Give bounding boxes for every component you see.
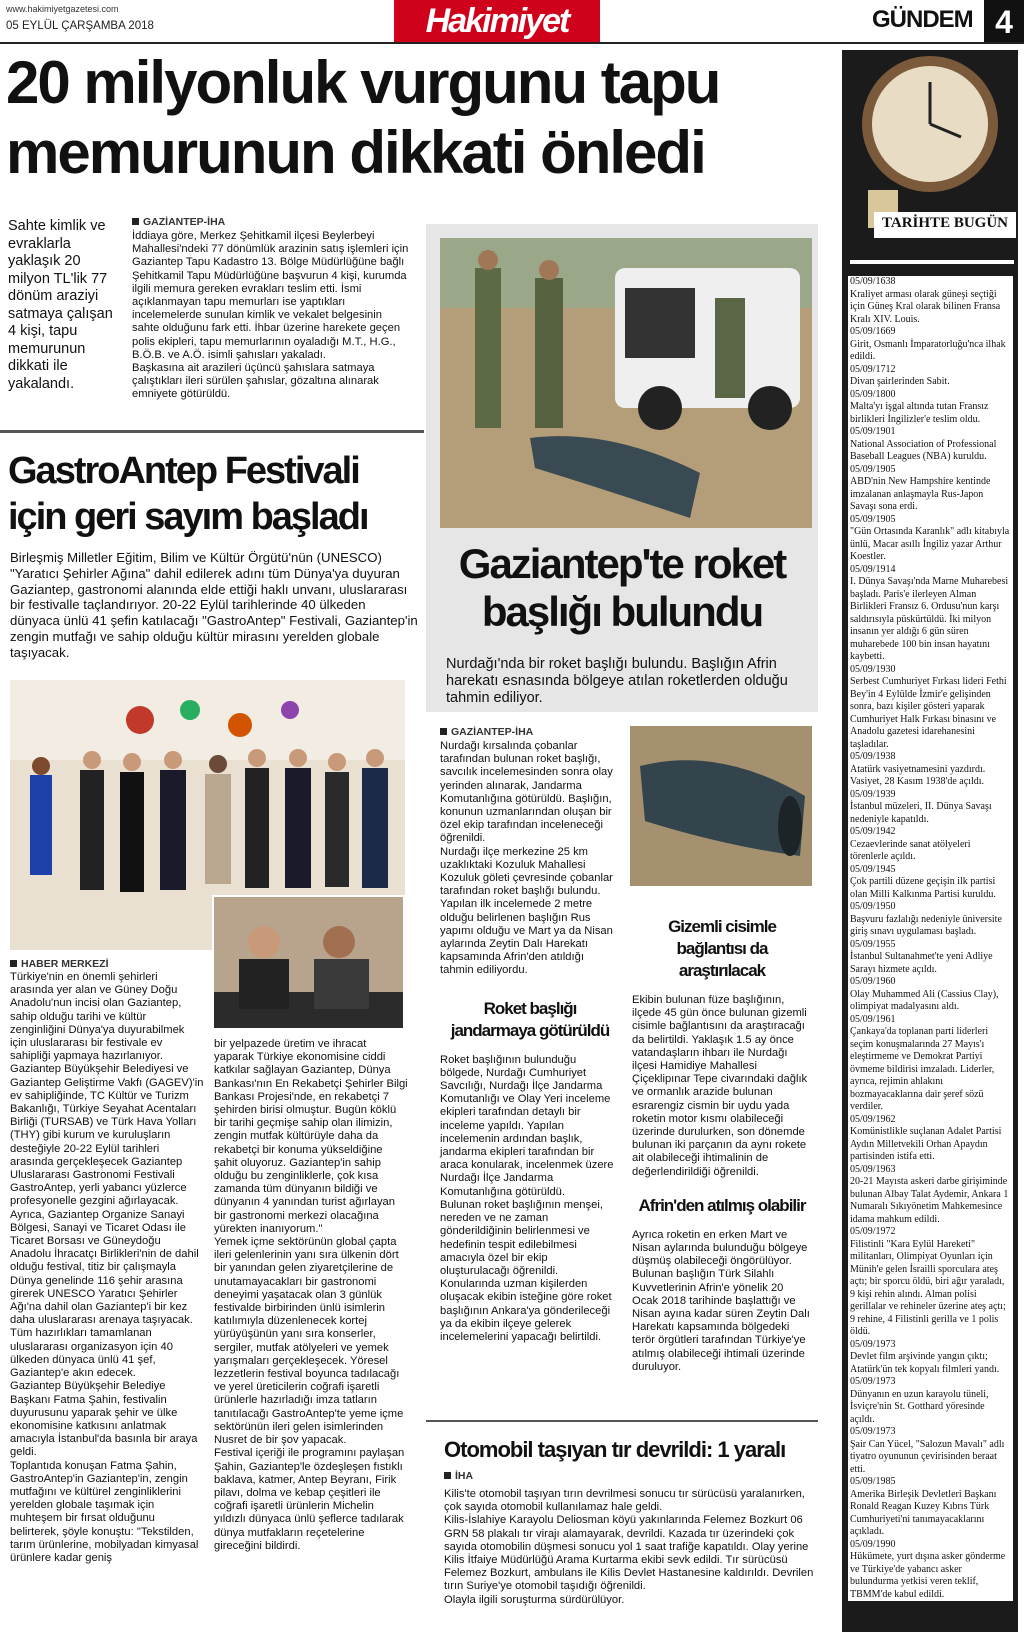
tapu-source: GAZİANTEP-İHA — [132, 216, 412, 228]
tir-paragraph: Kilis'te otomobil taşıyan tırın devrilmesi sonucu tır sürücüsü yaralanırken, çok sayıda otomobil kullanılamaz hale geldi. — [444, 1488, 805, 1514]
tapu-headline-line2: memurunun dikkati önledi — [6, 119, 705, 186]
history-entry-text: Malta'yı işgal altında tutan Fransız birlikleri İngilizler'e teslim oldu. — [850, 401, 989, 425]
roket-detail-photo — [630, 726, 812, 886]
history-entry-date: 05/09/1963 — [850, 1163, 896, 1175]
tapu-paragraph: Başkasına ait arazileri üçüncü şahıslara satmaya çalıştıkları ileri sürülen şahıslar, gözaltına alınarak emniyete götürüldü. — [132, 362, 379, 401]
section-name: GÜNDEM — [872, 6, 973, 33]
history-entry-text: Çok partili düzene geçişin ilk partisi olan Milli Kalkınma Partisi kuruldu. — [850, 876, 996, 900]
history-entry-text: Şair Can Yücel, "Salozun Mavalı" adlı tiyatro oyununun çevirisinden beraat etti. — [850, 1438, 1005, 1475]
header-rule — [0, 42, 1024, 44]
history-entry-date: 05/09/1938 — [850, 751, 896, 762]
roket-paragraph: Ayrıca roketin en erken Mart ve Nisan aylarında bulunduğu bölgeye düşmüş olabileceği öngörülüyor. Bulunan başlığın Türk Silahlı Kuvvetlerinin Afrin'e yönelik 20 Ocak 2018 tarihinde başlattığı ve Nisan ayına kadar süren Zeytin Dalı Harekatı kapsamında bölgedeki terör örgütleri tarafından Türkiye'ye atılmış olabileceği ihtimali üzerinde duruluyor. — [632, 1228, 810, 1373]
sidebar-entries — [848, 276, 1013, 1601]
tir-source: İHA — [444, 1470, 814, 1482]
history-entry-date: 05/09/1961 — [850, 1013, 896, 1025]
history-entry-text: 20-21 Mayısta askeri darbe girişiminde bulunan Albay Talat Aydemir, Ankara 1 Numaralı Sıkıyönetim Mahkemesince idama mahkum edildi. — [850, 1176, 1009, 1225]
gastro-headline-line1: GastroAntep Festivali — [8, 450, 359, 492]
history-entry-text: National Association of Professional Baseball Leagues (NBA) kuruldu. — [850, 438, 997, 462]
history-entry-date: 05/09/1942 — [850, 826, 896, 837]
tir-paragraph: Olayla ilgili soruşturma sürdürülüyor. — [444, 1593, 625, 1606]
history-entry-text: Serbest Cumhuriyet Fırkası lideri Fethi Bey'in 4 Eylülde İzmir'e gelişinden sonra, bazı kişiler gösteri yaparak Cumhuriyet Halk Fırkası binasını ve Anadolu gazetesi idarehanesini taşladılar. — [850, 676, 1007, 750]
history-entry-text: "Gün Ortasında Karanlık" adlı kitabıyla ünlü, Macar asıllı İngiliz yazar Arthur Koestler. — [850, 526, 1010, 562]
gastro-paragraph: Toplantıda konuşan Fatma Şahin, GastroAntep'in Gaziantep'in, zengin mutfağını ve kültürel zenginliklerini yerelden globale taşımak için muhteşem bir fırsat olduğunu belirterek, şöyle konuştu: "Tekstilden, tarım ürünlerine, mobilyadan kimyasal ürünlere kadar geniş — [10, 1459, 199, 1564]
history-entry-text: Cezaevlerinde sanat atölyeleri törenlerle açıldı. — [850, 838, 971, 862]
roket-headline — [430, 540, 814, 636]
history-entry-date: 05/09/1945 — [850, 863, 896, 875]
history-entry-date: 05/09/1712 — [850, 363, 896, 375]
history-entry-date: 05/09/1955 — [850, 938, 896, 950]
gastro-paragraph: Türkiye'nin en önemli şehirleri arasında yer alan ve Güney Doğu Anadolu'nun incisi olan Gaziantep, sahip olduğu tarihi ve kültür zenginliğini Dünya'ya duyurabilmek için uluslararası bir festivale ev sahipliği yapmaya hazırlanıyor. Gaziantep Büyükşehir Belediyesi ve Gaziantep Geliştirme Vakfı (GAGEV)'in ev sahipliğinde, TC Kültür ve Turizm Bakanlığı, Türkiye Seyahat Acentaları Birliği (TURSAB) ve Türk Hava Yolları (THY) gibi kurum ve kuruluşların desteğiyle 20-22 Eylül tarihleri arasında gerçekleşecek Gaziantep Uluslararası Gastronomi Festivali GastroAntep, yerli yabancı yüzlerce profesyonelle gezgini ağırlayacak. — [10, 971, 204, 1208]
history-entry-text: I. Dünya Savaşı'nda Marne Muharebesi başladı. Paris'e ilerleyen Alman Birlikleri Fransız 6. Ordusu'nun karşı saldırısıyla püskürtüldü. İki milyon insanın yer aldığı 6 gün süren muharebede 100 bin insan hayatını kaybetti. — [850, 576, 1009, 662]
history-entry-date: 05/09/1973 — [850, 1338, 896, 1350]
sidebar-list — [850, 260, 1014, 264]
history-entry-text: Hükümete, yurt dışına asker gönderme ve Türkiye'de yabancı asker bulundurma yetkisi veren teklif, TBMM'de kabul edildi. — [850, 1551, 1006, 1600]
history-entry-text: İstanbul müzeleri, II. Dünya Savaşı nedeniyle kapatıldı. — [850, 801, 992, 825]
history-entry-text: Komünistlikle suçlanan Adalet Partisi Aydın Milletvekili Orhan Apaydın partisinden istifa etti. — [850, 1126, 1002, 1162]
tapu-summary: Sahte kimlik ve evraklarla yaklaşık 20 milyon TL'lik 77 dönüm araziyi satmaya çalışan 4 kişi, tapu memurunun dikkati ile yakalandı. — [8, 218, 113, 392]
gastro-headline — [8, 448, 418, 540]
history-entry-text: İstanbul Sultanahmet'te yeni Adliye Sarayı hizmete açıldı. — [850, 951, 993, 975]
history-entry-text: Devlet film arşivinde yangın çıktı; Atatürk'ün tek kopyalı filmleri yandı. — [850, 1351, 1000, 1375]
history-entry-text: Girit, Osmanlı İmparatorluğu'nca ilhak edildi. — [850, 338, 1006, 362]
gastro-paragraph: bir yelpazede üretim ve ihracat yaparak Türkiye ekonomisine ciddi katkılar sağlayan Gaziantep, Dünya Bankası'nın En Rekabetçi Şehirler Bilgi Bankası Projesi'nde, en rekabetçi 7 şehirden birisi olmuştur. Bugün köklü bir tarihi geçmişe sahip olan ilimizin, zengin mutfak kültürüyle daha da rekabetçi bir konuma yükseldiğine şahit oluyoruz. Gaziantep'in sahip olduğu bu zenginliklerle, çok kısa zamanda tüm dünyanın bildiği ve dünyanın 4 yanından turist ağırlayan bir gastronomi merkezi olacağına yürekten inanıyorum." — [214, 1038, 408, 1235]
history-entry-date: 05/09/1901 — [850, 426, 896, 437]
tir-body — [444, 1470, 814, 1607]
roket-paragraph: Ekibin bulunan füze başlığının, ilçede 45 gün önce bulunan gizemli cisimle bağlantısını da araştıracağı da belirtildi. Yaklaşık 1.5 ay önce vatandaşların ihbarı ile Nurdağı ilçesi Hamidiye Mahallesi Çiçeklipınar Tepe civarındaki dağlık ve ormanlık arazide bulunan esrarengiz cismin bir uydu yada roketin motor kısmı olabileceği üzerinde durulurken, son dönemde bulunan iki parçanın da aynı rokete ait olabileceği ihtimalinin de değerlendirildiği öğrenildi. — [632, 994, 808, 1178]
history-entry-date: 05/09/1800 — [850, 388, 896, 400]
history-entry-text: Atatürk vasiyetnamesini yazdırdı. Vasiyet, 28 Kasım 1938'de açıldı. — [850, 763, 986, 787]
sidebar-title: TARİHTE BUGÜN — [882, 215, 1008, 231]
tapu-headline — [6, 48, 836, 188]
site-url[interactable]: www.hakimiyetgazetesi.com — [6, 4, 119, 14]
roket-source: GAZİANTEP-İHA — [440, 726, 620, 738]
history-entry-text: Divan şairlerinden Sabit. — [850, 376, 950, 387]
gastro-inset-photo — [212, 895, 405, 1030]
issue-date: 05 EYLÜL ÇARŞAMBA 2018 — [6, 20, 154, 32]
tapu-paragraph: İddiaya göre, Merkez Şehitkamil ilçesi Beylerbeyi Mahallesi'ndeki 77 dönümlük arazinin satış işlemleri için Gaziantep Tapu Kadastro 13. Bölge Müdürlüğüne bağlı Şehitkamil Tapu Müdürlüğüne başvurun 4 kişi, kurumda ilgili memura gereken evrakları teslim etti. İsmi açıklanmayan tapu memurları ise yaptıkları incelemelerde sunulan kimlik ve vekalet belgesinin sahte olduğunu fark etti. İhbar üzerine harekete geçen polis ekipleri, tapu memurlarının oyaladığı M.T., H.G., B.Ö.B. ve A.Ö. isimli şahısları yakaladı. — [132, 230, 409, 361]
gastro-lead: Birleşmiş Milletler Eğitim, Bilim ve Kültür Örgütü'nün (UNESCO) "Yaratıcı Şehirler Ağına" dahil edilerek adını tüm Dünya'ya duyuran Gaziantep, gastronomi alanında elde ettiği haklı unvanı, uluslararası bir festivalle taçlandırıyor. 20-22 Eylül tarihlerinde 40 ülkeden dünyaca ünlü 41 şefin katılacağı "GastroAntep" Festivali, Gaziantep'in zengin mutfağı ve sahip olduğu kültür mirasını yerelden globale taşıyacak. — [10, 550, 418, 660]
gastro-col1 — [10, 958, 204, 1565]
roket-headline-line2: başlığı bulundu — [481, 588, 763, 635]
roket-paragraph: Bulunan roket başlığının menşei, nereden ve ne zaman gönderildiğinin belirlenmesi ve hedefinin tespit edilebilmesi amacıyla özel bir ekip oluşturulacağı öğrenildi. Konularında uzman kişilerden oluşacak ekibin isteğine göre roket başlığının Ankara'ya gönderileceği ya da ekibin ilçeye gelerek incelemelerini yapacağı belirtildi. — [440, 1198, 612, 1343]
clock-image — [846, 52, 1014, 228]
tir-headline: Otomobil taşıyan tır devrildi: 1 yaralı — [444, 1437, 786, 1462]
history-entry-text: Çankaya'da toplanan parti liderleri seçim konuşmalarında 27 Mayıs'ı eleştirmeme ve Demokrat Partiyi övmeme bildirisi imzaladı. Liderler, ayrıca, rejimin ahlakını bozmayacaklarına dair şeref sözü verdiler. — [850, 1026, 995, 1112]
history-entry-text: Kraliyet arması olarak güneşi seçtiği için Güneş Kral olarak bilinen Fransa Kralı XIV. Louis. — [850, 288, 1001, 325]
history-entry-date: 05/09/1669 — [850, 326, 896, 337]
logo[interactable] — [394, 0, 600, 42]
sidebar-title-box — [874, 212, 1016, 238]
history-entry-text: Olay Muhammed Ali (Cassius Clay), olimpiyat madalyasını aldı. — [850, 988, 999, 1012]
roket-subheading-2: Gizemli cisimle bağlantısı da araştırılacak — [668, 917, 776, 980]
roket-paragraph: Nurdağı ilçe merkezine 25 km uzaklıktaki Kozuluk Mahallesi Kozuluk göleti çevresinde çobanlar tarafından roket başlığı bulundu. Yapılan ilk incelemede 2 metre olduğu belirlenen başlığın Rus yapımı olduğu ve Mart ya da Nisan aylarında Zeytin Dalı Harekatı kapsamında Afrin'den atıldığı tahmin ediliyordu. — [440, 845, 613, 977]
roket-paragraph: Nurdağı kırsalında çobanlar tarafından bulunan roket başlığı, savcılık incelemesinden sonra olay yerinden alınarak, Jandarma Komutanlığına götürüldü. Başlığın, konunun uzmanlarından oluşan bir özel ekip tarafından inceleneceği öğrenildi. — [440, 740, 613, 845]
divider — [426, 1420, 818, 1422]
history-entry-date: 05/09/1973 — [850, 1376, 896, 1387]
roket-headline-line1: Gaziantep'te roket — [458, 540, 786, 587]
history-entry-date: 05/09/1905 — [850, 513, 896, 525]
roket-col2 — [632, 916, 812, 1374]
gastro-paragraph: Ayrıca, Gaziantep Organize Sanayi Bölgesi, Sanayi ve Ticaret Odası ile Ticaret Borsası ve Güneydoğu Anadolu İhracatçı Birlikleri'nin de dahil olduğu festival, titiz bir çalışmayla Dünya genelinde 116 şehir arasına girerek UNESCO Yaratıcı Şehirler Ağı'na dahil olan Gaziantep'i bir kez daha uluslararası arenaya taşıyacak. Tüm hazırlıkları tamamlanan uluslararası organizasyon için 40 ülkeden dünyaca ünlü 41 şef, Gaziantep'e akın edecek. — [10, 1208, 199, 1380]
gastro-paragraph: Festival içeriği ile programını paylaşan Şahin, Gaziantep'le özdeşleşen fıstıklı baklava, katmer, Antep Beyranı, Firik pilavı, dolma ve kebap çeşitleri ile coğrafi işaretli ürünlerin Michelin yıldızlı dünyaca ünlü şeflerce tadılarak dünya mutfakların reçetelerine gireceğini bildirdi. — [214, 1447, 405, 1552]
gastro-headline-line2: için geri sayım başladı — [8, 496, 368, 538]
tapu-body — [132, 216, 412, 402]
history-entry-text: Dünyanın en uzun karayolu tüneli, İsviçre'nin St. Gotthard yöresinde açıldı. — [850, 1388, 989, 1425]
history-entry-date: 05/09/1973 — [850, 1426, 896, 1437]
history-entry-date: 05/09/1950 — [850, 901, 896, 912]
history-entry-text: ABD'nin New Hampshire kentinde imzalanan anlaşmayla Rus-Japon Savaşı sona erdi. — [850, 476, 991, 512]
gastro-paragraph: Gaziantep Büyükşehir Belediye Başkanı Fatma Şahin, festivalin duyurusunu yaparak şehir ve ülke ekonomisine katkısını anlatmak amacıyla İstanbul'da basınla bir araya geldi. — [10, 1380, 198, 1459]
history-entry-date: 05/09/1972 — [850, 1226, 896, 1237]
masthead — [0, 0, 1024, 44]
history-entry-date: 05/09/1960 — [850, 976, 896, 987]
tir-paragraph: Kilis-İslahiye Karayolu Deliosman köyü yakınlarında Felemez Bozkurt 06 GRN 58 plakalı tır virajı alamayarak, devrildi. Kazada tır üzerindeki çok sayıda otomobilin düşmesi sonucu yol 1 saat trafiğe kapatıldı. Olay yerine Kilis İtfaiye Müdürlüğü Arama Kurtarma ekibi sevk edildi. Tır sürücüsü Felemez Bozkurt, ambulans ile Kilis Devlet Hastanesine kaldırıldı. Devrilen tırın Suriye'ye otomobil taşıdığı öğrenildi. — [444, 1514, 814, 1593]
history-entry-date: 05/09/1638 — [850, 276, 896, 287]
history-entry-date: 05/09/1905 — [850, 463, 896, 475]
history-entry-date: 05/09/1962 — [850, 1113, 896, 1125]
history-entry-text: Amerika Birleşik Devletleri Başkanı Ronald Reagan Kuzey Kıbrıs Türk Cumhuriyeti'ni tanımayacaklarını açıkladı. — [850, 1488, 997, 1537]
history-entry-date: 05/09/1914 — [850, 563, 896, 575]
history-entry-text: Filistinli "Kara Eylül Hareketi" militanları, Olimpiyat Oyunları için Münih'e gelen İsrailli sporculara ateş açtı; bir sporcu öldü, biri ağır yaraladı, 9 kişi rehin alındı. Alman polisi gerillalar ve rehineler üzerine ateş açtı; 9 rehine, 4 Filistinli gerilla ve 1 polis öldü. — [850, 1238, 1006, 1337]
logo-text: Hakimiyet — [425, 2, 569, 40]
history-entry-date: 05/09/1990 — [850, 1538, 896, 1550]
tapu-headline-line1: 20 milyonluk vurgunu tapu — [6, 49, 720, 116]
roket-subheading-3: Afrin'den atılmış olabilir — [638, 1195, 806, 1215]
history-entry-date: 05/09/1930 — [850, 663, 896, 675]
history-entry-text: Başvuru fazlalığı nedeniyle üniversite giriş sınavı uygulaması başladı. — [850, 913, 1002, 937]
roket-col1 — [440, 726, 620, 1344]
divider — [0, 430, 424, 433]
page-number: 4 — [995, 4, 1013, 40]
page-number-badge — [984, 0, 1024, 44]
history-entry-date: 05/09/1939 — [850, 788, 896, 800]
roket-main-photo — [440, 238, 812, 528]
gastro-col2 — [214, 1038, 408, 1553]
history-entry-date: 05/09/1985 — [850, 1476, 896, 1487]
gastro-source: HABER MERKEZİ — [10, 958, 204, 970]
roket-paragraph: Roket başlığının bulunduğu bölgede, Nurdağı Cumhuriyet Savcılığı, Nurdağı İlçe Jandarma Komutanlığı ve Olay Yeri inceleme ekipleri tarafından detaylı bir inceleme yapıldı. Yapılan incelemenin ardından başlık, jandarma ekipleri tarafından bir araca konularak, incelenmek üzere Nurdağı İlçe Jandarma Komutanlığına götürüldü. — [440, 1053, 614, 1198]
roket-lead: Nurdağı'nda bir roket başlığı bulundu. Başlığın Afrin harekatı esnasında bölgeye atılan roketlerden olduğu tahmin ediliyor. — [446, 656, 788, 706]
gastro-paragraph: Yemek içme sektörünün global çapta ileri gelenlerinin yanı sıra ülkenin dört bir yanından gelen ziyaretçilerine de unutamayacakları bir gastronomi deneyimi yaşatacak olan 3 günlük festivalde birbirinden ünlü isimlerin katılımıyla düzenlenecek kortej yürüyüşünün yanı sıra konserler, sergiler, mutfak atölyeleri ve yemek yarışmaları gerçekleşecek. Yöresel lezzetlerin festival boyunca tadılacağı ve yerel üreticilerin coğrafi işaretli ürünlerle hazırladığı imza tatların tanıtılacağı GastroAntep'te yeme içme sektörünün ileri gelen isimlerinden Nusret de bir şov yapacak. — [214, 1236, 404, 1447]
roket-subheading-1: Roket başlığı jandarmaya götürüldü — [450, 998, 610, 1040]
